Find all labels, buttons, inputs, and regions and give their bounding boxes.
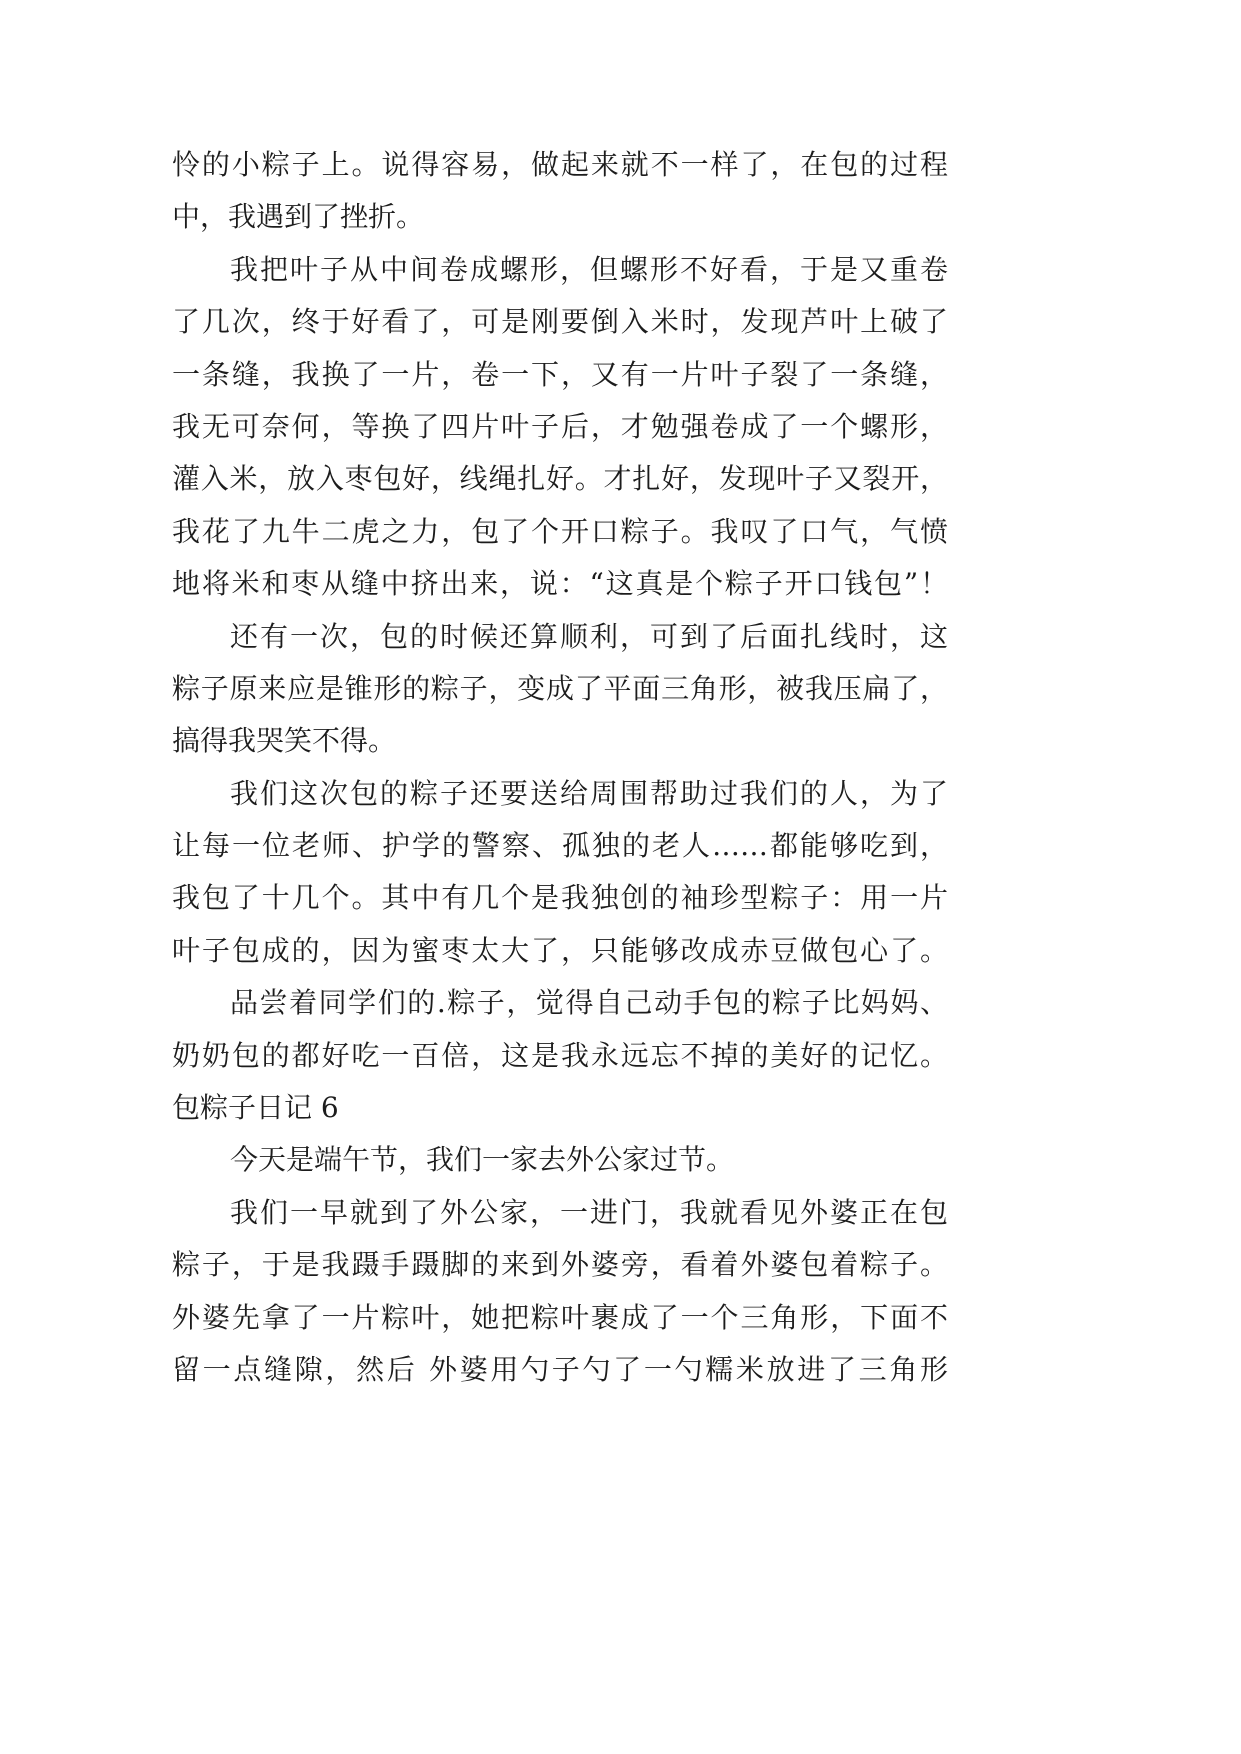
paragraph bbox=[172, 611, 948, 768]
paragraph bbox=[172, 768, 948, 978]
paragraph bbox=[172, 1134, 948, 1186]
text-line: 灌入米，放入枣包好，线绳扎好。才扎好，发现叶子又裂开， bbox=[172, 462, 948, 496]
paragraph bbox=[172, 244, 948, 611]
text-line: 粽子，于是我蹑手蹑脚的来到外婆旁，看着外婆包着粽子。 bbox=[172, 1248, 948, 1282]
text-line: 还有一次，包的时候还算顺利，可到了后面扎线时，这 bbox=[230, 619, 948, 653]
text-line: 我包了十几个。其中有几个是我独创的袖珍型粽子：用一片 bbox=[172, 881, 948, 915]
text-line: 怜的小粽子上。说得容易，做起来就不一样了，在包的过程 bbox=[172, 148, 948, 181]
text-line: 中，我遇到了挫折。 bbox=[172, 200, 425, 234]
entry-heading: 包粽子日记 6 bbox=[172, 1091, 339, 1125]
text-line: 我们一早就到了外公家，一进门，我就看见外婆正在包 bbox=[230, 1195, 948, 1229]
text-line: 一条缝，我换了一片，卷一下，又有一片叶子裂了一条缝， bbox=[172, 357, 948, 391]
paragraph bbox=[172, 139, 948, 244]
text-line: 我把叶子从中间卷成螺形，但螺形不好看，于是又重卷 bbox=[230, 252, 948, 286]
text-line: 外婆先拿了一片粽叶，她把粽叶裹成了一个三角形，下面不 bbox=[172, 1300, 948, 1334]
text-line: 粽子原来应是锥形的粽子，变成了平面三角形，被我压扁了， bbox=[172, 671, 948, 705]
text-line: 我无可奈何，等换了四片叶子后，才勉强卷成了一个螺形， bbox=[172, 409, 948, 443]
text-line: 让每一位老师、护学的警察、孤独的老人……都能够吃到， bbox=[172, 829, 948, 863]
text-line: 品尝着同学们的.粽子，觉得自己动手包的粽子比妈妈、 bbox=[230, 986, 948, 1020]
document-body bbox=[172, 139, 948, 1396]
text-line: 搞得我哭笑不得。 bbox=[172, 724, 397, 758]
text-line: 叶子包成的，因为蜜枣太大了，只能够改成赤豆做包心了。 bbox=[172, 933, 948, 967]
text-line: 我花了九牛二虎之力，包了个开口粽子。我叹了口气，气愤 bbox=[172, 514, 948, 548]
text-line: 今天是端午节，我们一家去外公家过节。 bbox=[230, 1143, 735, 1177]
text-line: 地将米和枣从缝中挤出来，说：“这真是个粽子开口钱包”！ bbox=[172, 567, 948, 601]
text-line: 留一点缝隙，然后 外婆用勺子勺了一勺糯米放进了三角形 bbox=[172, 1352, 948, 1386]
paragraph bbox=[172, 977, 948, 1082]
text-line: 我们这次包的粽子还要送给周围帮助过我们的人，为了 bbox=[230, 776, 948, 810]
text-line: 奶奶包的都好吃一百倍，这是我永远忘不掉的美好的记忆。 bbox=[172, 1038, 948, 1072]
paragraph bbox=[172, 1187, 948, 1397]
text-line: 了几次，终于好看了，可是刚要倒入米时，发现芦叶上破了 bbox=[172, 305, 948, 339]
